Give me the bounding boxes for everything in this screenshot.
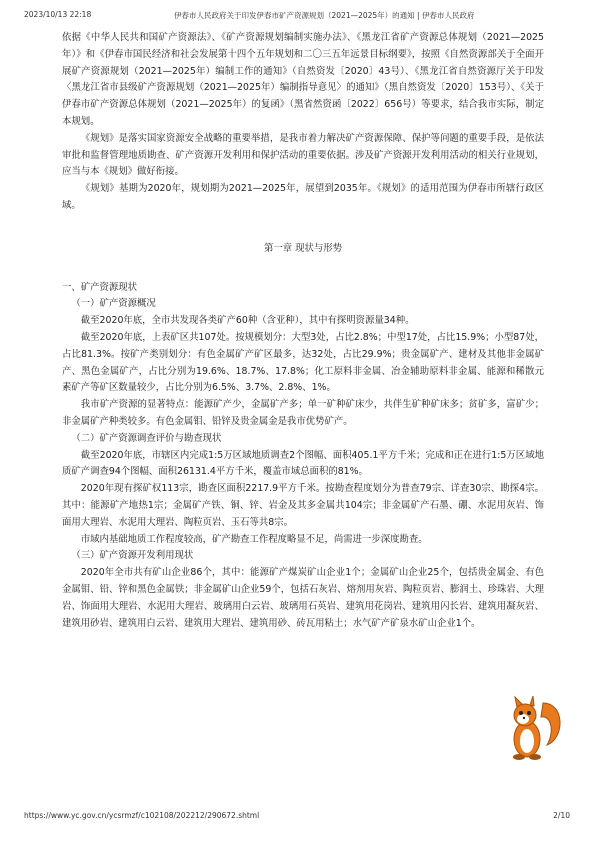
squirrel-icon bbox=[503, 683, 563, 773]
print-header bbox=[24, 10, 570, 24]
document-body bbox=[62, 30, 544, 632]
squirrel-mascot-icon[interactable] bbox=[503, 683, 563, 773]
section-heading-1: 一、矿产资源现状 bbox=[62, 281, 138, 293]
subsection-heading-2: （二）矿产资源调查评价与勘查现状 bbox=[71, 432, 222, 444]
chapter-title: 第一章 现状与形势 bbox=[264, 242, 342, 254]
paragraph-features: 我市矿产资源的显著特点：能源矿产少，金属矿产多；单一矿种矿床少，共伴生矿种矿床多；贫矿多，富矿少；非金属矿产种类较多。有色金属钼、铅锌及贵金属金是我市优势矿产。 bbox=[62, 399, 544, 427]
paragraph-period: 《规划》基期为2020年，规划期为2021—2025年，展望到2035年。《规划》的适用范围为伊春市所辖行政区域。 bbox=[62, 183, 544, 211]
subsection-heading-3: （三）矿产资源开发利用现状 bbox=[71, 550, 194, 562]
paragraph-mining-enterprises: 2020年全市共有矿山企业86个，其中：能源矿产煤炭矿山企业1个；金属矿山企业25个，包括贵金属金、有色金属钼、铅、锌和黑色金属铁；非金属矿山企业59个，包括石灰岩、熔剂用灰岩、陶粒页岩、膨润土、珍珠岩、大理岩、饰面用大理岩、水泥用大理岩、玻璃用白云岩、玻璃用石英岩、建筑用花岗岩、建筑用闪长岩、建筑用凝灰岩、建筑用砂岩、建筑用白云岩、建筑用大理岩、建筑用砂、砖瓦用粘土；水气矿产矿泉水矿山企业1个。 bbox=[62, 567, 544, 629]
paragraph-basis: 依据《中华人民共和国矿产资源法》、《矿产资源规划编制实施办法》、《黑龙江省矿产资源总体规划（2021—2025年）》和《伊春市国民经济和社会发展第十四个五年规划和二〇三五年远景目标纲要》，按照《自然资源部关于全面开展矿产资源规划（2021—2025年）编制工作的通知》（自然资发〔2020〕43号）、《黑龙江省自然资源厅关于印发〈黑龙江省市县级矿产资源规划（2021—2025年）编制指导意见〉的通知》（黑自然资发〔2020〕153号）、《关于伊春市矿产资源总体规划（2021—2025年）的复函》（黑省然资函〔2022〕656号）等要求，结合我市实际，制定本规划。 bbox=[62, 32, 544, 127]
print-footer bbox=[24, 811, 570, 823]
paragraph-exploration-level: 市域内基础地质工作程度较高，矿产勘查工作程度略显不足，尚需进一步深度勘查。 bbox=[80, 533, 428, 545]
paragraph-importance: 《规划》是落实国家资源安全战略的重要举措，是我市着力解决矿产资源保障、保护等问题的重要手段，是依法审批和监督管理地质勘查、矿产资源开发利用和保护活动的重要依据。涉及矿产资源开发利用活动的相关行业规划，应当与本《规划》做好衔接。 bbox=[62, 132, 544, 178]
print-url: https://www.yc.gov.cn/ycsrmzf/c102108/202212/290672.shtml bbox=[24, 811, 260, 820]
print-page-number: 2/10 bbox=[553, 811, 570, 820]
paragraph-mineral-count: 截至2020年底，全市共发现各类矿产60种（含亚种），其中有探明资源量34种。 bbox=[80, 315, 415, 327]
print-page-title: 伊春市人民政府关于印发伊春市矿产资源规划（2021—2025年）的通知 | 伊春市人民政府 bbox=[174, 11, 475, 20]
print-datetime: 2023/10/13 22:18 bbox=[24, 10, 92, 19]
paragraph-exploration-rights: 2020年现有探矿权113宗，勘查区面积2217.9平方千米。按勘查程度划分为普查79宗、详查30宗、勘探4宗。其中：能源矿产地热1宗；金属矿产铁、铜、锌、岩金及其多金属共104宗；非金属矿产石墨、硼、水泥用灰岩、饰面用大理岩、水泥用大理岩、陶粒页岩、玉石等共8宗。 bbox=[62, 483, 544, 528]
paragraph-survey: 截至2020年底，市辖区内完成1:5万区域地质调查2个图幅、面积405.1平方千米；完成和正在进行1:5万区域地质矿产调查94个图幅、面积26131.4平方千米，覆盖市域总面积的81%。 bbox=[62, 449, 544, 478]
subsection-heading-1: （一）矿产资源概况 bbox=[71, 298, 156, 310]
paragraph-mine-areas: 截至2020年底，上表矿区共107处。按规模划分：大型3处，占比2.8%；中型17处，占比15.9%；小型87处，占比81.3%。按矿产类别划分：有色金属矿产矿区最多，达32处，占比29.9%；贵金属矿产、建材及其他非金属矿产、黑色金属矿产，占比分别为19.6%、18.7%、17.8%；化工原料非金属、冶金辅助原料非金属、能源和稀散元素矿产等矿区数量较少，占比分别为6.5%、3.7%、2.8%、1%。 bbox=[62, 331, 544, 394]
